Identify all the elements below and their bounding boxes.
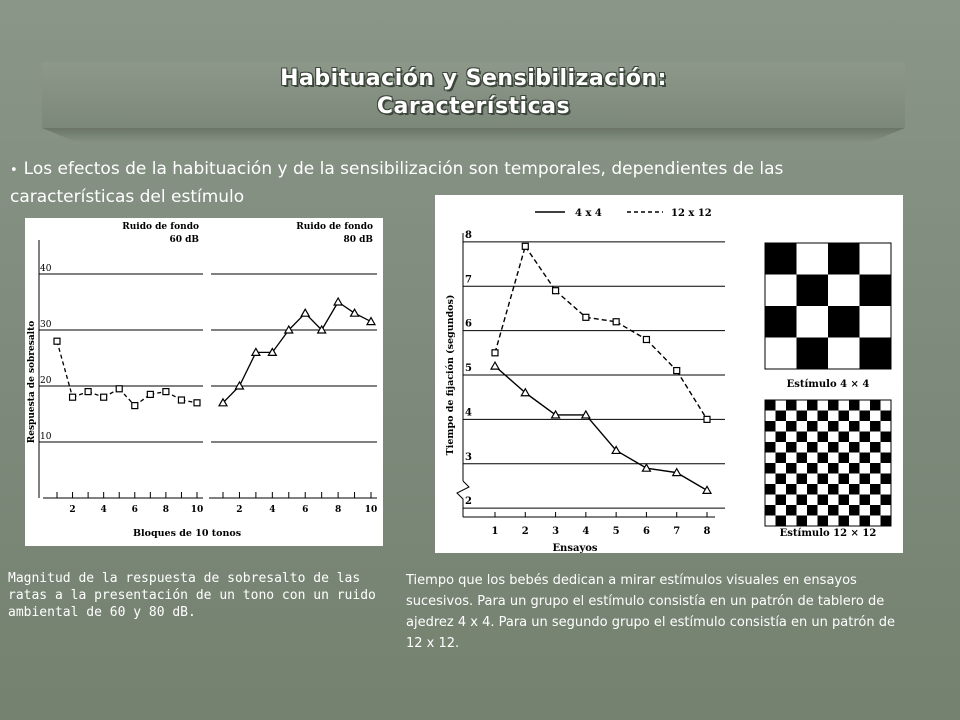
checker-cell (818, 474, 829, 485)
checker-cell (881, 495, 892, 506)
checker-cell (828, 505, 839, 516)
checker-cell (881, 516, 892, 527)
checker-cell (881, 432, 892, 443)
y-tick-label: 4 (465, 407, 472, 419)
checker-cell (828, 484, 839, 495)
checker-cell (765, 306, 797, 338)
data-point (70, 394, 76, 400)
data-point (643, 337, 649, 343)
fixation-time-figure (435, 195, 903, 553)
y-axis-label: Tiempo de fijación (segundos) (445, 294, 456, 456)
checker-cell (765, 442, 776, 453)
bullet-dot-icon: • (10, 163, 18, 178)
checker-cell (818, 453, 829, 464)
checker-cell (797, 275, 829, 307)
checker-cell (870, 400, 881, 411)
y-tick-label: 20 (40, 376, 52, 386)
x-tick-label: 7 (673, 526, 681, 537)
data-point (583, 314, 589, 320)
checker-cell (807, 421, 818, 432)
checker-cell (797, 474, 808, 485)
x-tick-label: 4 (582, 526, 590, 537)
data-point (147, 391, 153, 397)
data-point (351, 309, 359, 316)
series-segment (495, 246, 525, 353)
x-tick-label: 2 (69, 505, 76, 515)
x-axis-label: Bloques de 10 tonos (133, 528, 242, 539)
series-segment (646, 468, 676, 472)
legend-label-4x4: 4 x 4 (575, 208, 602, 219)
checker-cell (839, 495, 850, 506)
x-tick-label: 5 (612, 526, 620, 537)
data-point (54, 338, 60, 344)
stimulus-checkerboard (765, 243, 891, 369)
checker-cell (786, 400, 797, 411)
checker-cell (839, 516, 850, 527)
y-tick-label: 3 (465, 451, 472, 463)
series-segment (677, 473, 707, 491)
data-point (178, 397, 184, 403)
checker-cell (776, 453, 787, 464)
series-segment (239, 352, 255, 386)
checker-cell (797, 338, 829, 370)
checker-cell (881, 474, 892, 485)
checker-cell (828, 400, 839, 411)
checker-cell (807, 505, 818, 516)
x-tick-label: 8 (162, 505, 170, 515)
checker-cell (849, 505, 860, 516)
data-point (491, 362, 499, 369)
checker-cell (765, 400, 776, 411)
x-tick-label: 2 (521, 526, 529, 537)
checker-cell (870, 463, 881, 474)
data-point (101, 394, 107, 400)
checker-cell (860, 474, 871, 485)
checker-cell (860, 516, 871, 527)
series-segment (586, 415, 616, 451)
checker-cell (870, 442, 881, 453)
checker-cell (849, 421, 860, 432)
checker-cell (776, 411, 787, 422)
data-point (334, 298, 342, 305)
startle-response-chart (25, 218, 383, 546)
checker-cell (828, 243, 860, 275)
series-segment (677, 371, 707, 420)
x-axis-label: Ensayos (552, 543, 598, 553)
data-point (367, 318, 375, 325)
checker-cell (797, 453, 808, 464)
series-segment (57, 341, 73, 397)
checker-cell (765, 505, 776, 516)
title-banner-shadow (42, 128, 905, 142)
x-tick-label: 6 (642, 526, 650, 537)
x-tick-label: 10 (190, 505, 204, 515)
y-tick-label: 6 (465, 318, 472, 330)
checker-cell (860, 338, 892, 370)
data-point (163, 389, 169, 395)
checker-cell (776, 516, 787, 527)
series-segment (646, 340, 676, 371)
checker-cell (881, 453, 892, 464)
x-tick-label: 8 (703, 526, 711, 537)
slide-title-line2: Características (376, 94, 571, 119)
y-tick-label: 8 (465, 229, 472, 241)
checker-cell (776, 432, 787, 443)
checker-cell (807, 484, 818, 495)
x-tick-label: 6 (302, 505, 309, 515)
checker-cell (849, 442, 860, 453)
checker-cell (797, 432, 808, 443)
checker-cell (818, 516, 829, 527)
series-segment (616, 450, 646, 468)
data-point (522, 243, 528, 249)
data-point (642, 464, 650, 471)
data-point (194, 400, 200, 406)
bullet-text: Los efectos de la habituación y de la sensibilización son temporales, dependientes de las características del estímulo (10, 159, 784, 207)
checker-cell (786, 421, 797, 432)
caption-right: Tiempo que los bebés dedican a mirar estímulos visuales en ensayos sucesivos. Para un grupo el estímulo consistía en un patrón de tablero de ajedrez 4 x 4. Para un segundo grupo el estímulo consistía en un patrón de 12 x 12. (406, 573, 895, 651)
x-tick-label: 8 (334, 505, 342, 515)
checker-cell (839, 474, 850, 485)
data-point (553, 288, 559, 294)
checker-cell (870, 484, 881, 495)
checker-cell (797, 495, 808, 506)
panel-label-line2: 80 dB (343, 235, 373, 245)
x-tick-label: 6 (131, 505, 138, 515)
checker-cell (828, 421, 839, 432)
data-point (85, 389, 91, 395)
checker-cell (849, 463, 860, 474)
slide-title-line1: Habituación y Sensibilización: (280, 66, 667, 91)
checker-cell (776, 474, 787, 485)
checker-cell (776, 495, 787, 506)
y-tick-label: 5 (465, 363, 472, 374)
series-segment (556, 291, 586, 318)
checker-cell (828, 306, 860, 338)
checker-cell (786, 505, 797, 516)
series-segment (322, 302, 338, 330)
checker-cell (818, 432, 829, 443)
x-tick-label: 4 (269, 505, 276, 515)
series-segment (586, 317, 616, 321)
checker-cell (828, 442, 839, 453)
stimulus-label: Estímulo 4 × 4 (786, 379, 870, 390)
checker-cell (860, 275, 892, 307)
x-tick-label: 4 (100, 505, 107, 515)
data-point (674, 368, 680, 374)
stimulus-label: Estímulo 12 × 12 (779, 528, 877, 539)
checker-cell (881, 411, 892, 422)
checker-cell (860, 432, 871, 443)
checker-cell (807, 442, 818, 453)
checker-cell (870, 505, 881, 516)
checker-cell (839, 432, 850, 443)
checker-cell (786, 463, 797, 474)
checker-cell (797, 516, 808, 527)
checker-cell (870, 421, 881, 432)
legend-label-12x12: 12 x 12 (671, 208, 712, 219)
checker-cell (860, 453, 871, 464)
data-point (613, 319, 619, 325)
x-tick-label: 2 (236, 505, 243, 515)
y-axis-label: Respuesta de sobresalto (27, 320, 37, 444)
checker-cell (786, 442, 797, 453)
y-tick-label: 2 (465, 496, 472, 508)
caption-left: Magnitud de la respuesta de sobresalto de las ratas a la presentación de un tono con un ruido ambiental de 60 y 80 dB. (8, 571, 376, 620)
stimulus-checkerboard (765, 400, 891, 526)
data-point (492, 350, 498, 356)
checker-cell (765, 243, 797, 275)
data-point (704, 416, 710, 422)
checker-cell (797, 411, 808, 422)
panel-label-line1: Ruido de fondo (296, 222, 373, 232)
y-tick-label: 10 (40, 432, 52, 442)
checker-cell (765, 421, 776, 432)
x-tick-label: 1 (491, 526, 499, 537)
checker-cell (860, 411, 871, 422)
data-point (116, 386, 122, 392)
data-point (301, 309, 309, 316)
checker-cell (818, 411, 829, 422)
y-tick-label: 40 (40, 264, 52, 274)
data-point (703, 486, 711, 493)
checker-cell (849, 484, 860, 495)
checker-cell (807, 463, 818, 474)
y-tick-label: 30 (40, 320, 52, 330)
checker-cell (765, 463, 776, 474)
checker-cell (860, 495, 871, 506)
checker-cell (807, 400, 818, 411)
checker-cell (839, 411, 850, 422)
checker-cell (828, 463, 839, 474)
fixation-time-chart (435, 195, 903, 553)
panel-label-line2: 60 dB (169, 235, 199, 245)
startle-response-figure (25, 218, 383, 546)
checker-cell (765, 484, 776, 495)
data-point (132, 403, 138, 409)
x-tick-label: 10 (364, 505, 378, 515)
series-segment (525, 246, 555, 290)
checker-cell (839, 453, 850, 464)
checker-cell (818, 495, 829, 506)
x-tick-label: 3 (552, 526, 560, 537)
checker-cell (849, 400, 860, 411)
panel-label-line1: Ruido de fondo (122, 222, 199, 232)
y-tick-label: 7 (465, 274, 472, 286)
series-segment (495, 366, 525, 393)
checker-cell (786, 484, 797, 495)
